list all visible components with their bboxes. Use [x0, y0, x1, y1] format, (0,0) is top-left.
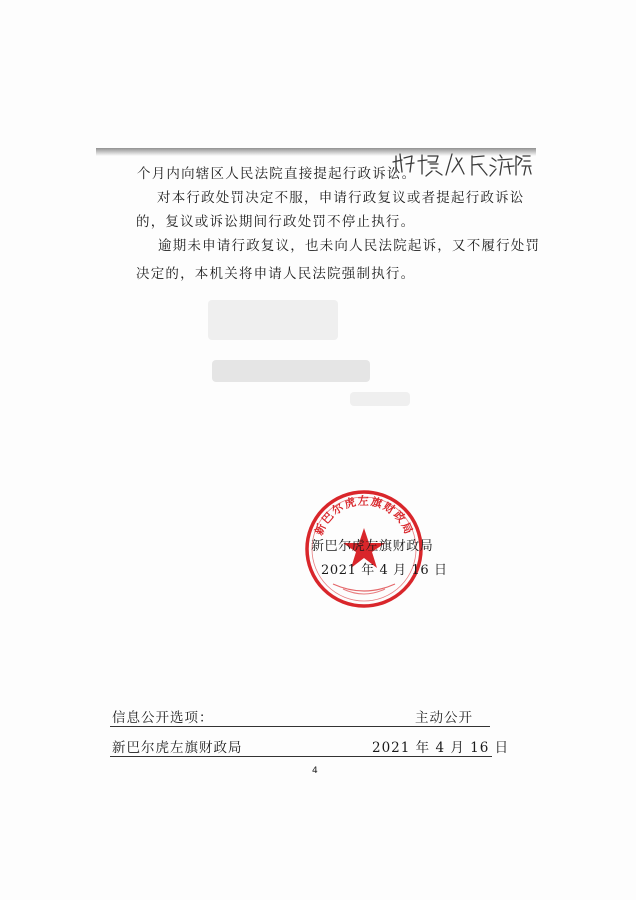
issue-date: 2021 年 4 月 16 日 — [321, 563, 448, 578]
faint-smudge — [350, 392, 410, 406]
seal-text: 新巴尔虎左旗财政局 — [312, 494, 416, 538]
faint-smudge — [208, 300, 338, 340]
disclosure-value: 主动公开 — [415, 710, 473, 726]
page-number: 4 — [312, 766, 318, 776]
body-line-1: 个月内向辖区人民法院直接提起行政诉讼。 — [137, 166, 417, 182]
disclosure-label: 信息公开选项： — [112, 710, 214, 726]
body-line-4: 逾期未申请行政复议，也未向人民法院起诉，又不履行处罚 — [158, 238, 541, 254]
body-line-3: 的，复议或诉讼期间行政处罚不停止执行。 — [136, 214, 416, 230]
footer-rule-top — [110, 726, 490, 727]
footer-rule-bottom — [110, 756, 492, 757]
footer-date: 2021 年 4 月 16 日 — [372, 740, 510, 756]
faint-smudge — [212, 360, 370, 382]
body-line-5: 决定的，本机关将申请人民法院强制执行。 — [136, 266, 416, 282]
footer-org: 新巴尔虎左旗财政局 — [112, 740, 243, 756]
body-line-2: 对本行政处罚决定不服，申请行政复议或者提起行政诉讼 — [157, 190, 525, 206]
issuer-name: 新巴尔虎左旗财政局 — [311, 539, 434, 554]
handwritten-note — [392, 150, 532, 178]
